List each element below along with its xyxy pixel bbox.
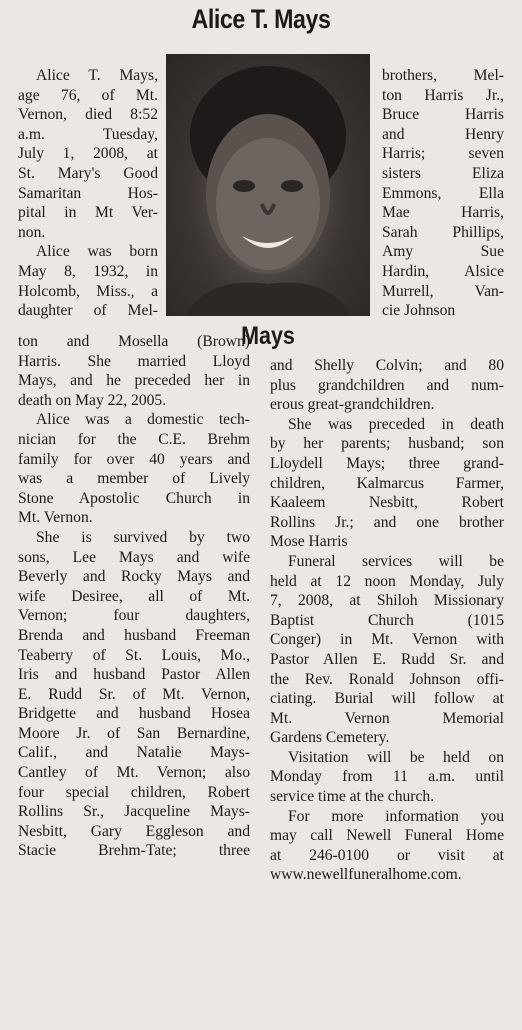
text-line: and Henry xyxy=(382,125,504,143)
text-line: ton Harris Jr., xyxy=(382,86,504,104)
text-line: death on May 22, 2005. xyxy=(18,391,167,409)
text-line: Nesbitt, Gary Eggleson and xyxy=(18,822,250,840)
text-line: Alice was born xyxy=(36,243,158,261)
text-line: Vernon; four daughters, xyxy=(18,607,250,625)
text-line: age 76, of Mt. xyxy=(18,86,158,104)
text-line: Moore Jr. of San Bernardine, xyxy=(18,724,250,742)
text-line: 7, 2008, at Shiloh Missionary xyxy=(270,592,504,610)
text-line: Stacie Brehm-Tate; three xyxy=(18,842,250,860)
text-line: Pastor Allen E. Rudd Sr. and xyxy=(270,650,504,668)
text-line: at 246-0100 or visit at xyxy=(270,846,504,864)
text-line: the Rev. Ronald Johnson offi- xyxy=(270,670,504,688)
text-line: Mose Harris xyxy=(270,533,348,551)
text-line: held at 12 noon Monday, July xyxy=(270,572,504,590)
text-line: pital in Mt Ver- xyxy=(18,204,158,222)
text-line: four special children, Robert xyxy=(18,783,250,801)
text-line: Baptist Church (1015 xyxy=(270,611,504,629)
text-line: Monday from 11 a.m. until xyxy=(270,768,504,786)
text-line: service time at the church. xyxy=(270,788,435,806)
text-line: www.newellfuneralhome.com. xyxy=(270,866,462,884)
text-line: family for over 40 years and xyxy=(18,450,250,468)
text-line: Bruce Harris xyxy=(382,106,504,124)
photo-caption: Mays xyxy=(241,322,295,350)
text-line: Cantley of Mt. Vernon; also xyxy=(18,764,250,782)
text-line: Vernon, died 8:52 xyxy=(18,106,158,124)
portrait-icon xyxy=(166,54,370,316)
text-line: Beverly and Rocky Mays and xyxy=(18,568,250,586)
text-line: Bridgette and husband Hosea xyxy=(18,705,250,723)
portrait-photo xyxy=(166,54,370,316)
text-line: Alice T. Mays, xyxy=(36,67,158,84)
text-line: Rollins Sr., Jacqueline Mays- xyxy=(18,803,250,821)
text-line: Gardens Cemetery. xyxy=(270,729,390,747)
text-line: may call Newell Funeral Home xyxy=(270,827,504,845)
text-line: Harris. She married Lloyd xyxy=(18,352,250,370)
text-line: Alice was a domestic tech- xyxy=(36,411,250,429)
text-line: Funeral services will be xyxy=(288,552,504,570)
text-line: Murrell, Van- xyxy=(382,282,504,300)
text-line: Amy Sue xyxy=(382,243,504,261)
text-line: erous great-grandchildren. xyxy=(270,396,435,414)
text-line: and Shelly Colvin; and 80 xyxy=(270,357,504,374)
text-line: Calif., and Natalie Mays- xyxy=(18,744,250,762)
text-line: Iris and husband Pastor Allen xyxy=(18,666,250,684)
text-line: Mae Harris, xyxy=(382,204,504,222)
text-line: Samaritan Hos- xyxy=(18,184,158,202)
text-line: Holcomb, Miss., a xyxy=(18,282,158,300)
left-column-narrow xyxy=(18,66,158,321)
obituary-headline: Alice T. Mays xyxy=(191,4,331,34)
text-line: Teaberry of St. Louis, Mo., xyxy=(18,646,250,664)
right-column-narrow xyxy=(382,66,504,321)
left-column-wide xyxy=(18,332,250,861)
text-line: brothers, Mel- xyxy=(382,67,504,84)
text-line: Sarah Phillips, xyxy=(382,223,504,241)
text-line: July 1, 2008, at xyxy=(18,145,158,163)
text-line: cie Johnson xyxy=(382,302,456,320)
text-line: sisters Eliza xyxy=(382,164,504,182)
text-line: a.m. Tuesday, xyxy=(18,125,158,143)
text-line: May 8, 1932, in xyxy=(18,262,158,280)
text-line: ton and Mosella (Brown) xyxy=(18,333,250,350)
text-line: St. Mary's Good xyxy=(18,164,158,182)
text-line: Kaaleem Nesbitt, Robert xyxy=(270,494,504,512)
text-line: Lloydell Mays; three grand- xyxy=(270,454,504,472)
text-line: nician for the C.E. Brehm xyxy=(18,430,250,448)
text-line: by her parents; husband; son xyxy=(270,435,504,453)
text-line: ciating. Burial will follow at xyxy=(270,690,504,708)
right-column-wide xyxy=(270,356,504,885)
text-line: wife Desiree, all of Mt. xyxy=(18,587,250,605)
text-line: Hardin, Alsice xyxy=(382,262,504,280)
text-line: E. Rudd Sr. of Mt. Vernon, xyxy=(18,685,250,703)
text-line: Mt. Vernon Memorial xyxy=(270,709,504,727)
text-line: Mays, and he preceded her in xyxy=(18,372,250,390)
text-line: Stone Apostolic Church in xyxy=(18,489,250,507)
text-line: children, Kalmarcus Farmer, xyxy=(270,474,504,492)
text-line: was a member of Lively xyxy=(18,470,250,488)
text-line: plus grandchildren and num- xyxy=(270,376,504,394)
text-line: Emmons, Ella xyxy=(382,184,504,202)
text-line: She was preceded in death xyxy=(288,415,504,433)
text-line: daughter of Mel- xyxy=(18,302,158,320)
text-line: Rollins Jr.; and one brother xyxy=(270,513,504,531)
text-line: She is survived by two xyxy=(36,528,250,546)
text-line: For more information you xyxy=(288,807,504,825)
text-line: Brenda and husband Freeman xyxy=(18,626,250,644)
text-line: Mt. Vernon. xyxy=(18,509,93,527)
text-line: non. xyxy=(18,223,46,241)
text-line: sons, Lee Mays and wife xyxy=(18,548,250,566)
text-line: Conger) in Mt. Vernon with xyxy=(270,631,504,649)
text-line: Harris; seven xyxy=(382,145,504,163)
text-line: Visitation will be held on xyxy=(288,748,504,766)
